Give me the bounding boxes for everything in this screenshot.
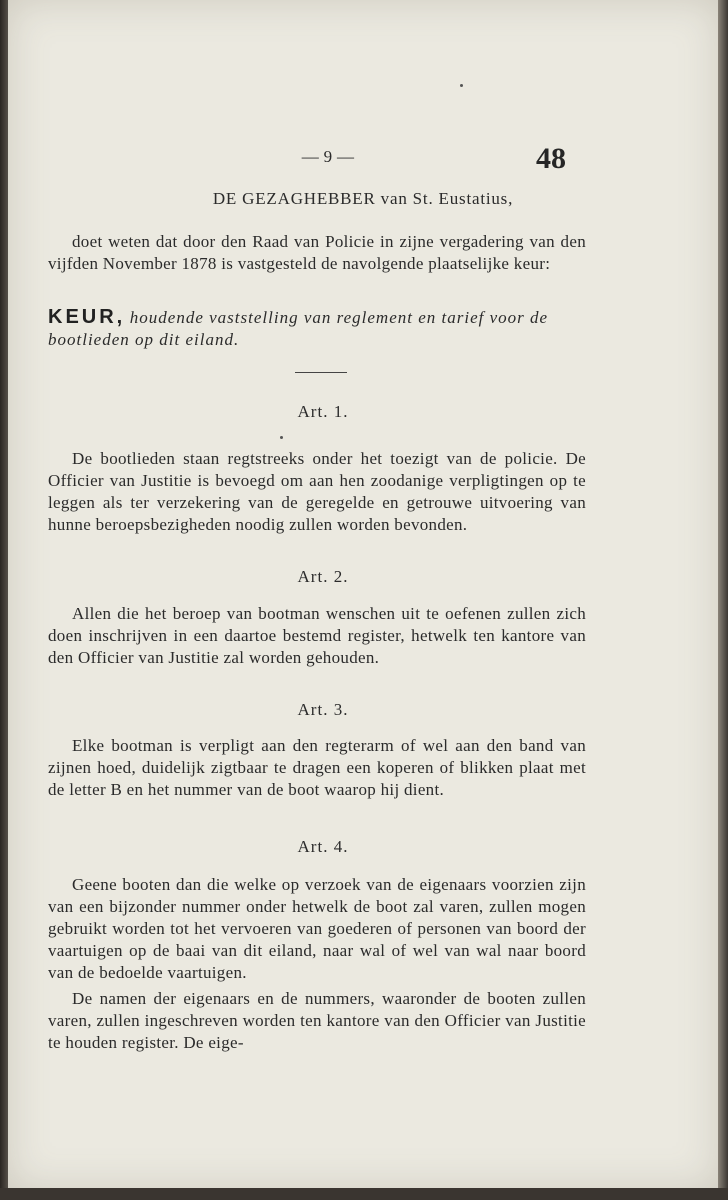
keur-description: houdende vaststelling van reglement en tarief voor de bootlieden op dit eiland. — [48, 308, 549, 349]
article-text: Elke bootman is verpligt aan den regterarm of wel aan den band van zijnen hoed, duidelijk zigtbaar te dragen een koperen of blikken plaat met de letter B en het nummer van de boot waarop hij dient. — [48, 736, 586, 799]
document-page — [8, 0, 720, 1190]
keur-title — [48, 306, 588, 351]
article-title: Art. 2. — [297, 567, 349, 586]
ink-speck — [280, 436, 283, 439]
keur-word: KEUR, — [48, 306, 126, 328]
ink-speck — [460, 84, 463, 87]
section-divider — [295, 372, 347, 373]
article-title: Art. 3. — [297, 700, 349, 719]
folio-number: 48 — [536, 142, 566, 175]
page-edge — [718, 0, 728, 1200]
page-number: — 9 — — [301, 147, 355, 166]
article-title: Art. 1. — [297, 402, 349, 421]
article-text: Geene booten dan die welke op verzoek van de eigenaars voorzien zijn van een bijzonder nummer onder hetwelk de boot zal varen, zullen mogen gebruikt worden tot het vervoeren van goederen of personen van boord der vaartuigen op de baai van dit eiland, naar wal of wel van wal naar boord van de bedoelde vaartuigen. — [48, 875, 586, 982]
scan-border — [0, 1188, 728, 1200]
article-text-continued: De namen der eigenaars en de nummers, waaronder de booten zullen varen, zullen ingeschreven worden ten kantore van den Officier van Justitie te houden register. De eige- — [48, 989, 586, 1052]
intro-paragraph: doet weten dat door den Raad van Policie in zijne vergadering van den vijfden November 1878 is vastgesteld de navolgende plaatselijke keur: — [48, 232, 586, 273]
article-title: Art. 4. — [297, 837, 349, 856]
article-text: Allen die het beroep van bootman wenschen uit te oefenen zullen zich doen inschrijven in een daartoe bestemd register, hetwelk ten kantore van den Officier van Justitie zal worden gehouden. — [48, 604, 586, 667]
document-heading: DE GEZAGHEBBER van St. Eustatius, — [212, 189, 514, 208]
article-text: De bootlieden staan regtstreeks onder het toezigt van de policie. De Officier van Justitie is bevoegd om aan hen zoodanige verpligtingen op te leggen als ter verzekering van de geregelde en getrouwe uitvoering van hunne beroepsbezigheden noodig zullen worden bevonden. — [48, 449, 586, 534]
